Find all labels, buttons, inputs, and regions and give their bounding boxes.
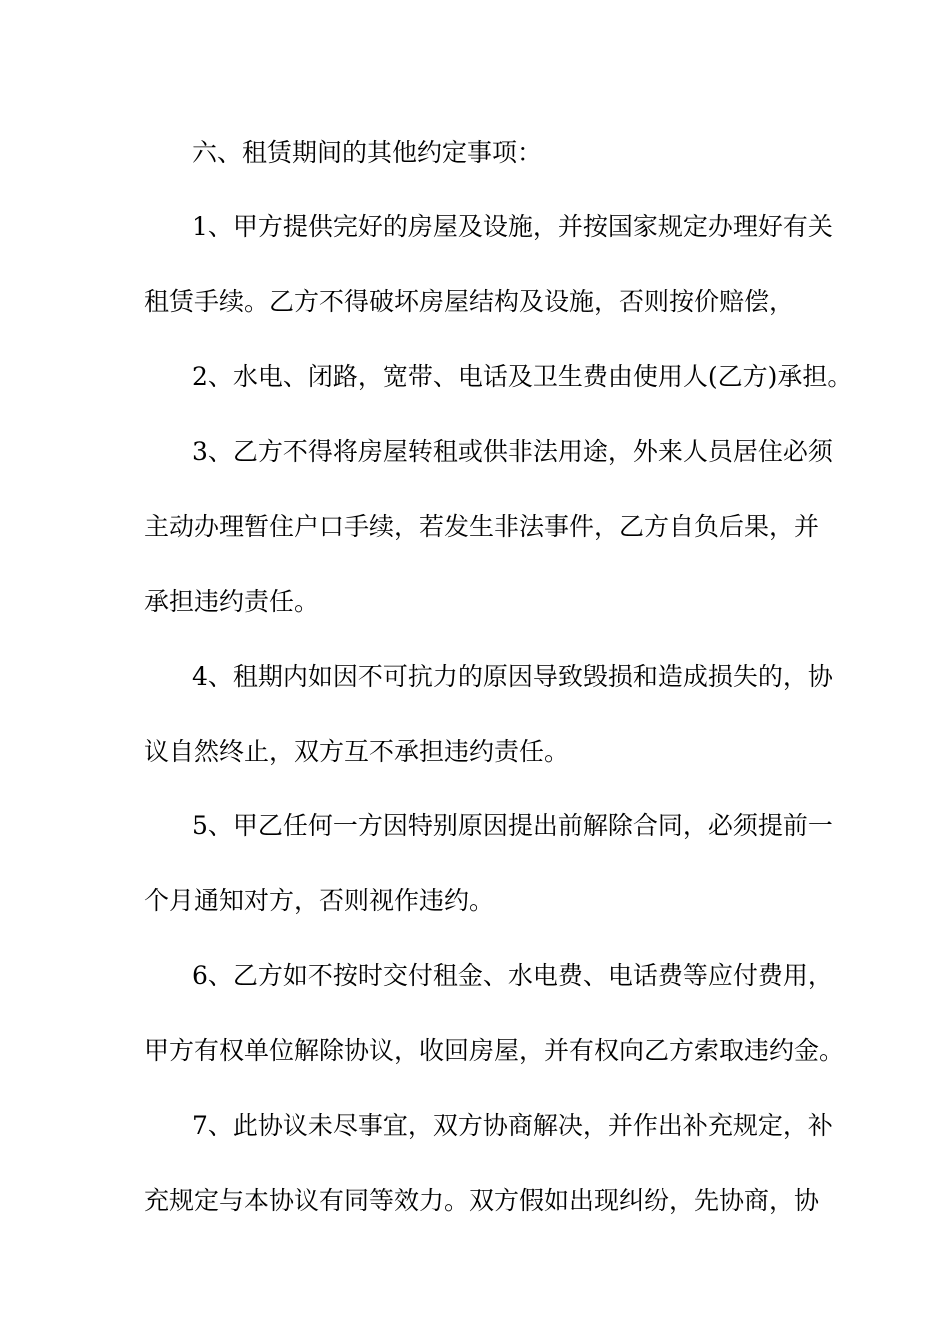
paragraph-line: 租赁手续。乙方不得破坏房屋结构及设施，否则按价赔偿， — [144, 287, 795, 316]
paragraph-line: 甲方有权单位解除协议，收回房屋，并有权向乙方索取违约金。 — [144, 1036, 845, 1065]
paragraph-line: 5、甲乙任何一方因特别原因提出前解除合同，必须提前一 — [192, 811, 833, 840]
section-heading: 六、租赁期间的其他约定事项： — [192, 138, 543, 167]
paragraph-line: 4、租期内如因不可抗力的原因导致毁损和造成损失的，协 — [192, 662, 833, 691]
paragraph-line: 主动办理暂住户口手续，若发生非法事件，乙方自负后果，并 — [144, 512, 820, 541]
paragraph-line: 议自然终止，双方互不承担违约责任。 — [144, 737, 570, 766]
paragraph-line: 2、水电、闭路，宽带、电话及卫生费由使用人(乙方)承担。 — [192, 362, 853, 391]
paragraph-line: 1、甲方提供完好的房屋及设施，并按国家规定办理好有关 — [192, 212, 833, 241]
paragraph-line: 个月通知对方，否则视作违约。 — [144, 886, 495, 915]
paragraph-line: 7、此协议未尽事宜，双方协商解决，并作出补充规定，补 — [192, 1111, 833, 1140]
paragraph-line: 充规定与本协议有同等效力。双方假如出现纠纷，先协商，协 — [144, 1186, 820, 1215]
paragraph-line: 3、乙方不得将房屋转租或供非法用途，外来人员居住必须 — [192, 437, 833, 466]
paragraph-line: 6、乙方如不按时交付租金、水电费、电话费等应付费用， — [192, 961, 833, 990]
paragraph-line: 承担违约责任。 — [144, 587, 320, 616]
